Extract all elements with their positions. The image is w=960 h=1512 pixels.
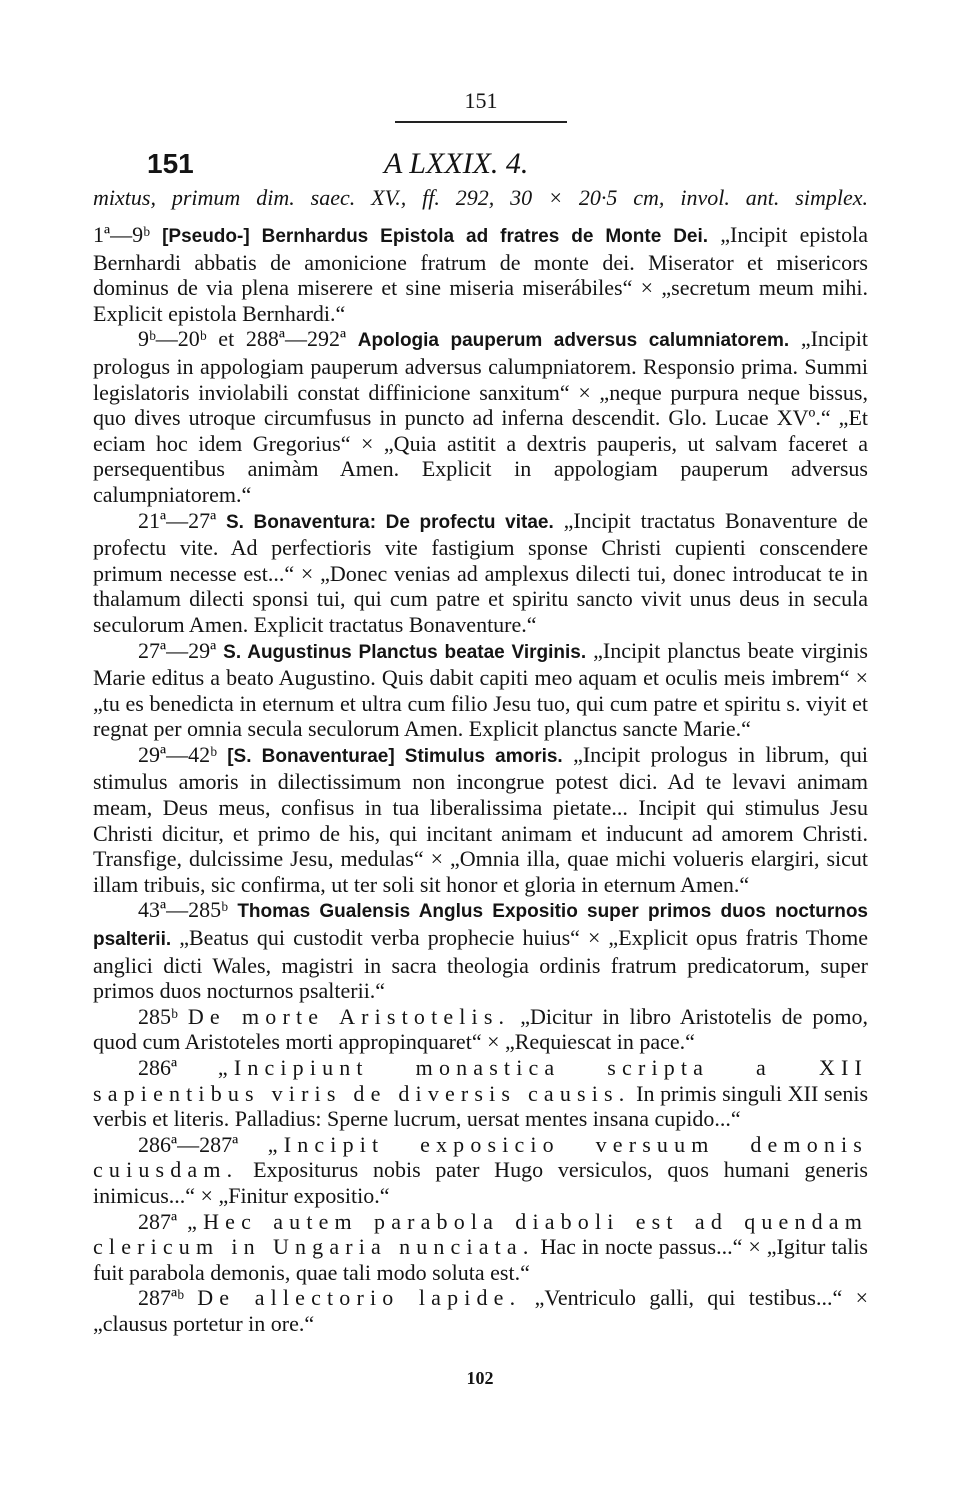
content-entry [93,1004,868,1055]
folio-range: 285ᵇ [138,1003,178,1029]
work-title: [S. Bonaventurae] Stimulus amoris. [227,745,563,767]
header-rule [395,121,567,123]
entry-text: In primis singuli XII senis verbis et literis. Palladius: Sperne lucrum, uersat mentes insana cupido...“ [93,1080,869,1132]
folio-range: 21ª—27ª [138,507,217,533]
content-entry [93,222,868,326]
work-title: Thomas Gualensis Anglus Expositio super primos duos nocturnos psalterii. [93,901,868,951]
entry-text: „Beatus qui custodit verba prophecie huius“ × „Explicit opus fratris Thome anglici dicti Wales, magistri in sacra theologia ordinis fratrum predicatorum, super primos duos nocturnos psalterii.“ [93,925,869,1004]
running-head: 151 [464,88,498,113]
folio-range: 27ª—29ª [138,637,217,663]
work-title: „Incipit exposicio versuum demonis cuiusdam. [93,1131,869,1183]
content-entry [93,1285,868,1336]
manuscript-description: mixtus, primum dim. saec. XV., ff. 292, 30 × 20·5 cm, invol. ant. simplex. [93,185,868,210]
folio-range: 286ª [138,1055,178,1080]
content-entry [93,508,868,638]
content-entry [93,1132,868,1209]
folio-range: 286ª—287ª [138,1131,239,1157]
work-title: De allectorio lapide. [197,1285,522,1311]
content-entry [93,326,868,507]
work-title: Apologia pauperum adversus calumniatorem. [357,330,790,352]
content-list [93,222,868,1337]
work-title: „Incipiunt monastica scripta a XII sapientibus viris de diversis causis. [93,1055,868,1106]
work-title: De morte Aristotelis. [187,1003,511,1029]
entry-text: „Incipit epistola Bernhardi abbatis de amonicione fratrum de monte dei. Miserator et misericors dominus de via plena miserere et sine miseria miserábiles“ × „secretum meum mihi. Explicit epistola Bernhardi.“ [93,222,869,326]
entry-text: „Incipit prologus in librum, qui stimulus amoris in dilectissimum non incongrue potest dici. Ad te levavi animam meam, Deus meus, confisus in tua liberalissima pietate... Incipit qui stimulus Jesu Christi dicitur, et primo de his, qui incitant animam et inducunt ad amorem Christi. Transfige, dulcissime Jesu, medulas“ × „Omnia illa, quae michi volueris elargiri, sicut illam tribuis, sic confirma, ut ter soli sit honor et gloria in eternum Amen.“ [93,741,868,897]
folio-range: 287ª [138,1208,178,1234]
folio-range: 1ª—9ᵇ [93,222,150,247]
entry-text: „Dicitur in libro Aristotelis de pomo, quod cum Aristoteles morti appropinquaret“ × „Requiescat in pace.“ [93,1003,869,1055]
work-title: „Hec autem parabola diaboli est ad quendam clericum in Ungaria nunciata. [93,1208,869,1260]
entry-text: „Ventriculo galli, qui testibus...“ × „clausus portetur in ore.“ [93,1285,868,1336]
content-entry [93,638,868,742]
folio-range: 29ª—42ᵇ [138,741,217,767]
work-title: S. Augustinus Planctus beatae Virginis. [223,641,587,663]
folio-range: 287ªᵇ [138,1285,184,1311]
entry-number: 151 [147,148,194,179]
page-number: 102 [466,1368,494,1388]
content-entry [93,897,868,1003]
content-entry [93,742,868,898]
entry-text: „Incipit planctus beate virginis Marie editus a beato Augustino. Quis dabit capiti meo aquam et oculis meis imbrem“ × „tu es benedicta in eternum et ultra cum filio Jesu tuo, qui cum patre et spiritu s. viyit et regnat per omnia secula seculorum Amen. Explicit planctus sancte Marie.“ [93,637,868,742]
content-entry [93,1209,868,1286]
work-title: [Pseudo-] Bernhardus Epistola ad fratres de Monte Dei. [162,226,709,247]
content-entry [93,1055,868,1132]
entry-text: Expositurus nobis pater Hugo versiculos, quos humani generis inimicus...“ × „Finitur expositio.“ [93,1157,868,1208]
folio-range: 9ᵇ—20ᵇ et 288ª—292ª [138,326,347,352]
entry-text: „Incipit prologus in appologiam pauperum adversus calumpniatorem. Responsio prima. Summi legislatoris inviolabili constat diffinicione sanxitum“ × „neque purpura neque bissus, quo dives utroque circumfusus in puncto ad inferna descendit. Glo. Lucae XVº.“ „Et eciam hoc idem Gregorius“ × „Quia astitit a dextris pauperis, ut salvam faceret a persequentibus animàm Amen. Explicit in appologiam pauperum adversus calumpniatorem.“ [93,326,869,507]
shelfmark: A LXXIX. 4. [384,147,529,180]
work-title: S. Bonaventura: De profectu vitae. [225,511,554,533]
entry-text: „Incipit tractatus Bonaventure de profectu vite. Ad perfectioris vite fastigium sponse Christi cupienti conscendere primum necesse est...“ × „Donec venias ad amplexus dilecti tui, donec introducat te in thalamum dilecti sponsi tui, qui cum patre et spiritu sancto vivit unus deus in secula seculorum Amen. Explicit tractatus Bonaventure.“ [93,507,868,637]
folio-range: 43ª—285ᵇ [138,897,228,923]
entry-text: Hac in nocte passus...“ × „Igitur talis fuit parabola demonis, quae tali modo soluta est.“ [93,1234,868,1285]
